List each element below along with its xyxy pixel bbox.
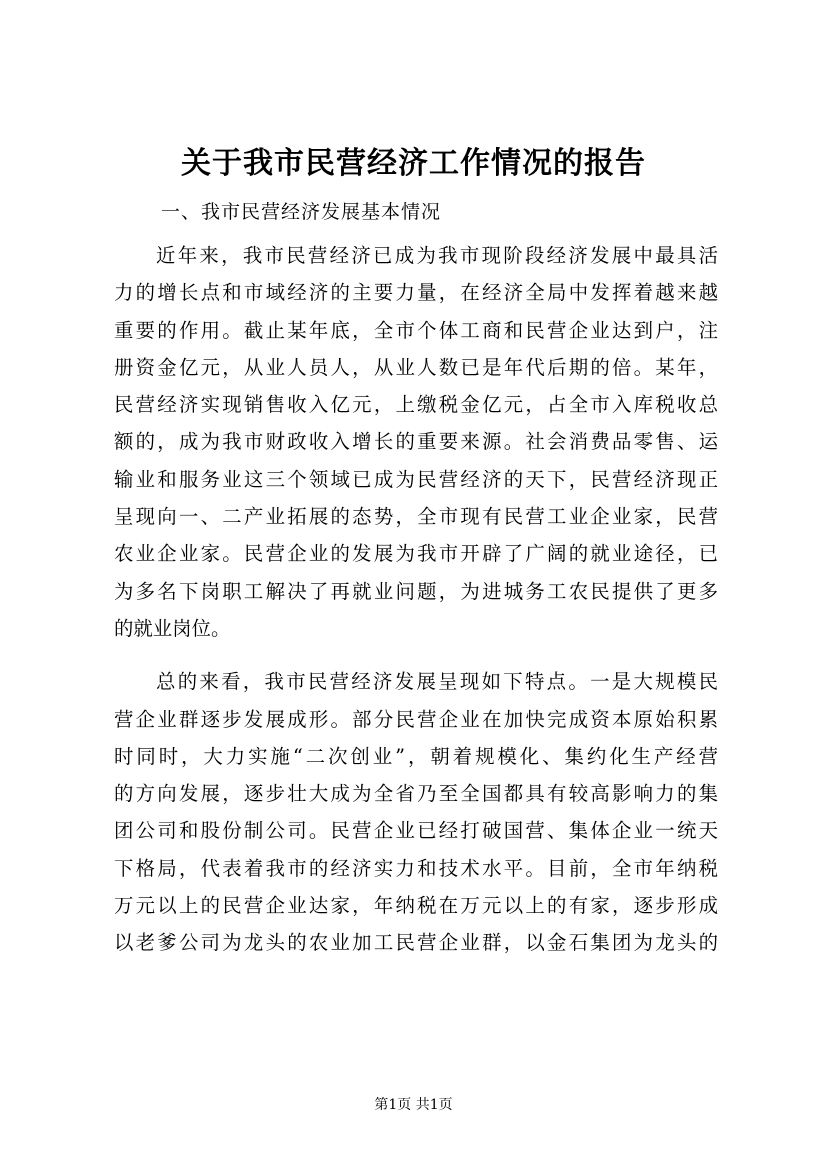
text-line: 的就业岗位。 (114, 616, 231, 640)
text-line: 营企业群逐步发展成形。部分民营企业在加快完成资本原始积累 (114, 707, 718, 731)
text-line: 额的，成为我市财政收入增长的重要来源。社会消费品零售、运 (114, 430, 718, 454)
text-line: 的方向发展，逐步壮大成为全省乃至全国都具有较高影响力的集 (114, 782, 718, 806)
text-line: 为多名下岗职工解决了再就业问题，为进城务工农民提供了更多 (114, 579, 718, 603)
text-line: 近年来，我市民营经济已成为我市现阶段经济发展中最具活 (156, 244, 718, 267)
paragraph (114, 663, 718, 961)
text-line: 万元以上的民营企业达家，年纳税在万元以上的有家，逐步形成 (114, 894, 718, 918)
text-line: 民营经济实现销售收入亿元，上缴税金亿元，占全市入库税收总 (114, 393, 718, 417)
document-title: 关于我市民营经济工作情况的报告 (181, 146, 646, 181)
section-heading: 一、我市民营经济发展基本情况 (161, 201, 442, 223)
text-line: 呈现向一、二产业拓展的态势，全市现有民营工业企业家，民营 (114, 505, 718, 529)
text-line: 力的增长点和市域经济的主要力量，在经济全局中发挥着越来越 (114, 281, 718, 305)
text-line: 输业和服务业这三个领域已成为民营经济的天下，民营经济现正 (114, 467, 718, 491)
text-line: 重要的作用。截止某年底，全市个体工商和民营企业达到户，注 (114, 318, 718, 342)
text-line: 农业企业家。民营企业的发展为我市开辟了广阔的就业途径，已 (114, 542, 718, 566)
document-body (114, 237, 718, 962)
paragraph-spacer (114, 647, 718, 663)
text-line: 下格局，代表着我市的经济实力和技术水平。目前，全市年纳税 (114, 856, 718, 880)
text-line: 总的来看，我市民营经济发展呈现如下特点。一是大规模民 (156, 670, 718, 694)
text-line: 以老爹公司为龙头的农业加工民营企业群，以金石集团为龙头的 (114, 931, 718, 955)
text-line: 时同时，大力实施“二次创业”，朝着规模化、集约化生产经营 (114, 744, 718, 768)
text-line: 团公司和股份制公司。民营企业已经打破国营、集体企业一统天 (114, 819, 718, 843)
page-footer: 第1页 共1页 (374, 1097, 453, 1113)
text-line: 册资金亿元，从业人员人，从业人数已是年代后期的倍。某年， (114, 355, 718, 379)
paragraph (114, 237, 718, 647)
